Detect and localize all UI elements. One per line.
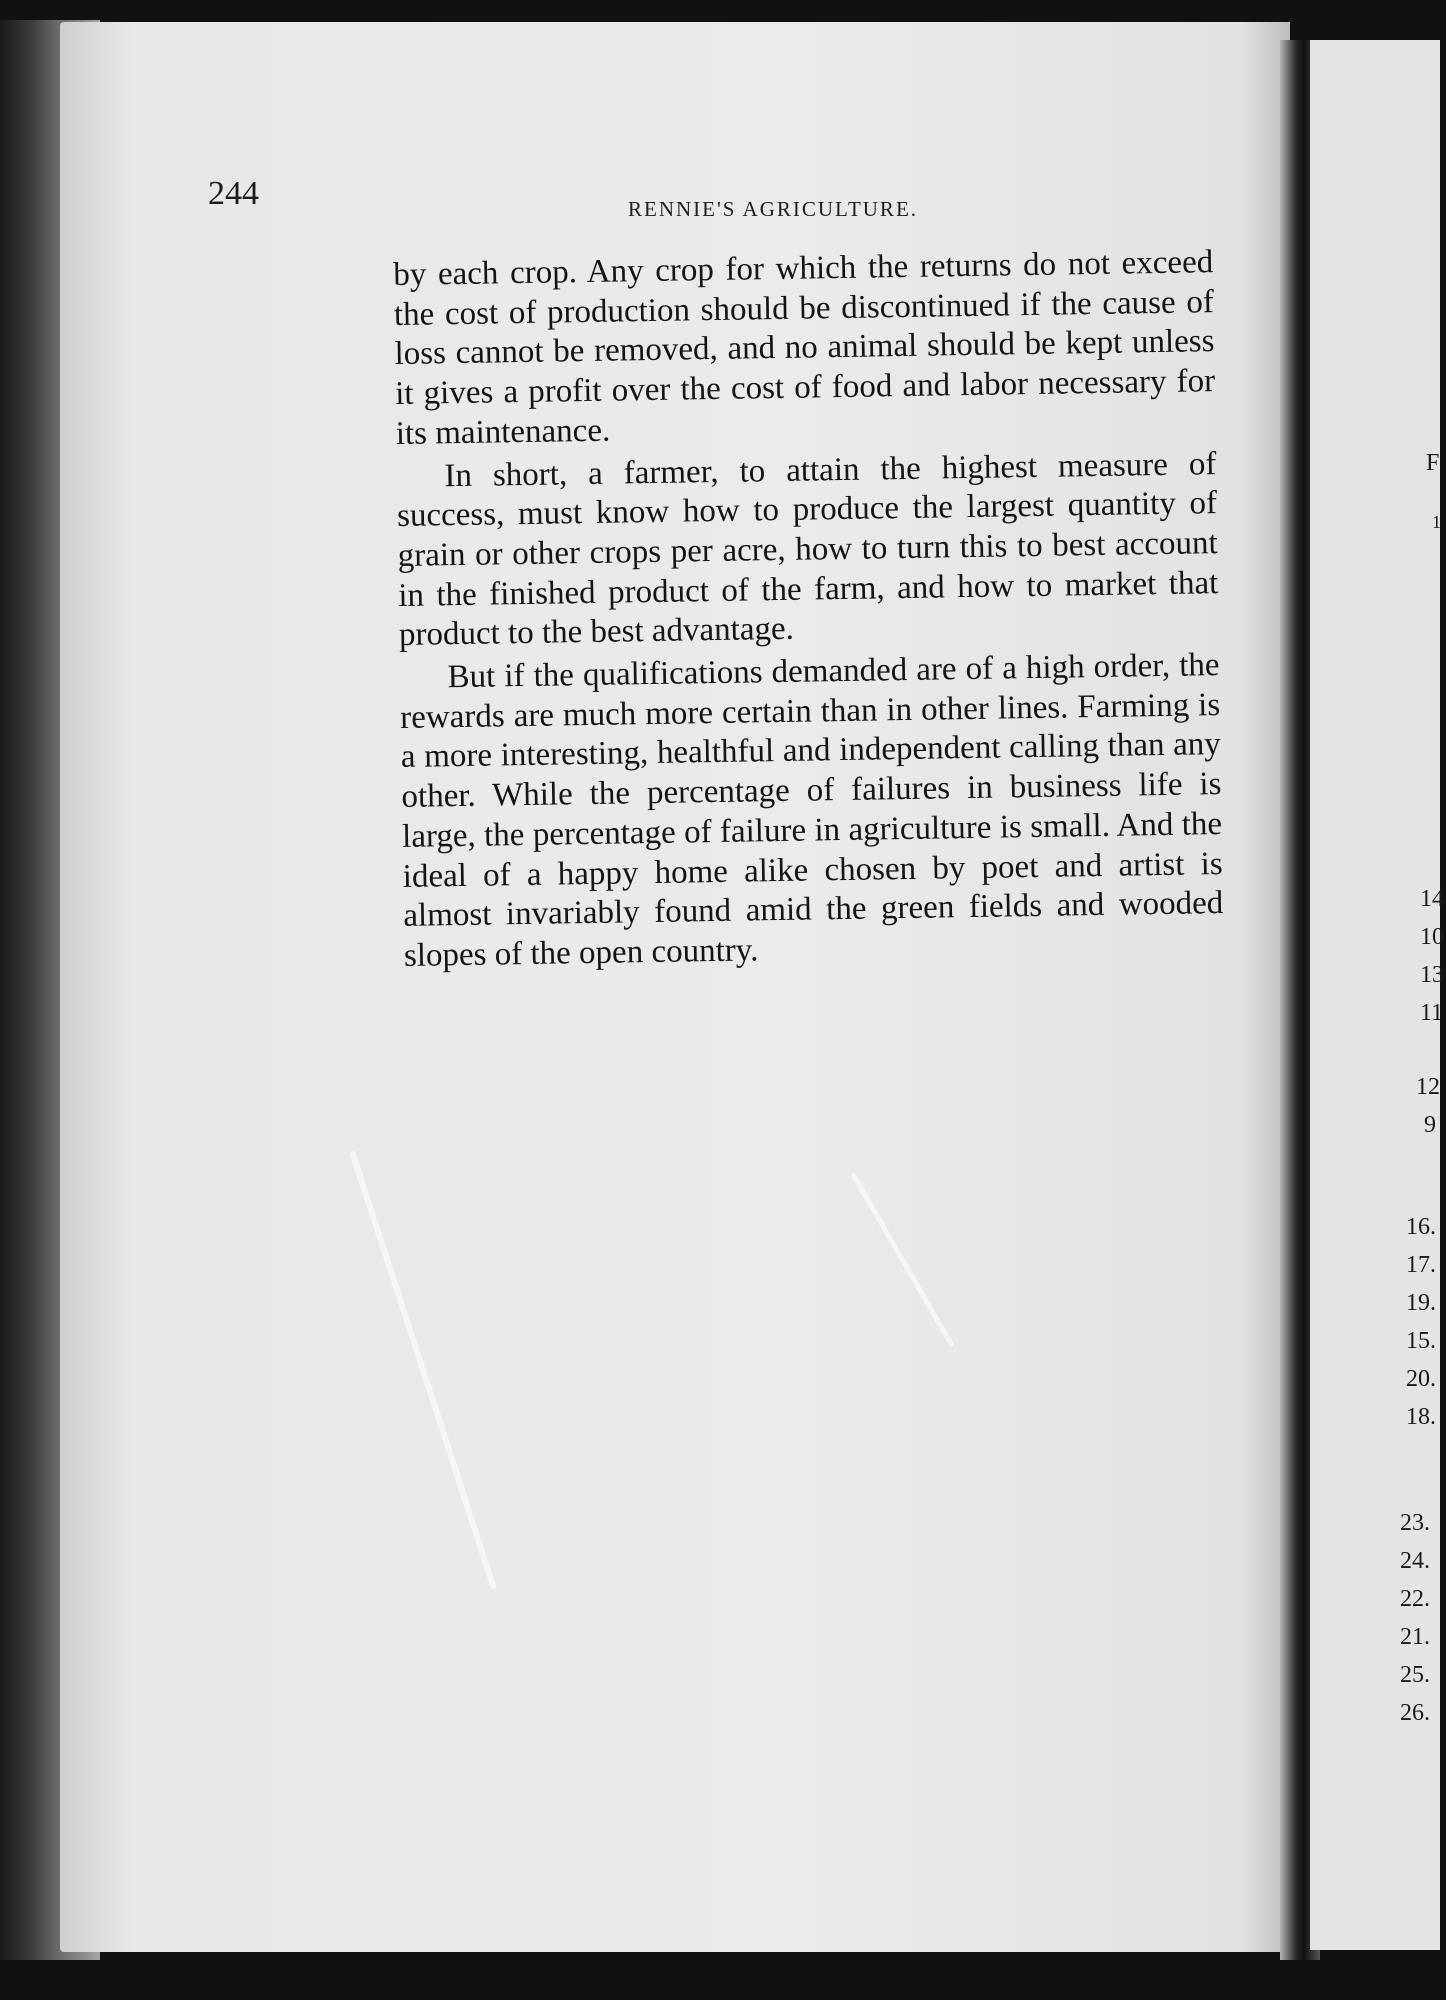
fragment: 22. bbox=[1400, 1586, 1430, 1612]
fragment: 12 bbox=[1416, 1074, 1440, 1100]
fragment: 10 bbox=[1420, 924, 1444, 950]
fragment: 9 bbox=[1424, 1112, 1436, 1138]
paragraph: But if the qualifications demanded are of a high order, the rewards are much more certain than in other lines. Farming is a more interesting, healthful and independent calling than any other. While the percentage of failures in business life is large, the percentage of failure in agriculture is small. And the ideal of a happy home alike chosen by poet and artist is almost invariably found amid the green fields and wooded slopes of the open country. bbox=[399, 647, 1224, 974]
running-head bbox=[208, 175, 1008, 235]
fragment: 11 bbox=[1420, 1000, 1444, 1026]
fragment: F bbox=[1426, 450, 1440, 476]
paragraph: In short, a farmer, to attain the highest measure of success, must know how to produce the largest quantity of grain or other crops per acre, how to turn this to best account in the finished product of the farm, and how to market that product to the best advantage. bbox=[396, 445, 1219, 654]
fragment: 21. bbox=[1400, 1624, 1430, 1650]
fragment: 17. bbox=[1406, 1252, 1436, 1278]
body-text bbox=[393, 243, 1224, 979]
fragment: 18. bbox=[1406, 1404, 1436, 1430]
fragment: 20. bbox=[1406, 1366, 1436, 1392]
fragment: 13 bbox=[1420, 962, 1444, 988]
fragment: 14 bbox=[1420, 886, 1444, 912]
fragment: 25. bbox=[1400, 1662, 1430, 1688]
fragment: 24. bbox=[1400, 1548, 1430, 1574]
fragment: 16. bbox=[1406, 1214, 1436, 1240]
page-number: 244 bbox=[208, 175, 259, 212]
fragment: 15. bbox=[1406, 1328, 1436, 1354]
fragment: 26. bbox=[1400, 1700, 1430, 1726]
book-title: RENNIE'S AGRICULTURE. bbox=[628, 197, 919, 221]
fragment: 1 bbox=[1432, 512, 1441, 532]
fragment: 23. bbox=[1400, 1510, 1430, 1536]
paragraph: by each crop. Any crop for which the returns do not exceed the cost of production should be discontinued if the cause of loss cannot be removed, and no animal should be kept unless it gives a profit over the cost of food and labor necessary for its maintenance. bbox=[393, 244, 1216, 452]
fragment: 19. bbox=[1406, 1290, 1436, 1316]
